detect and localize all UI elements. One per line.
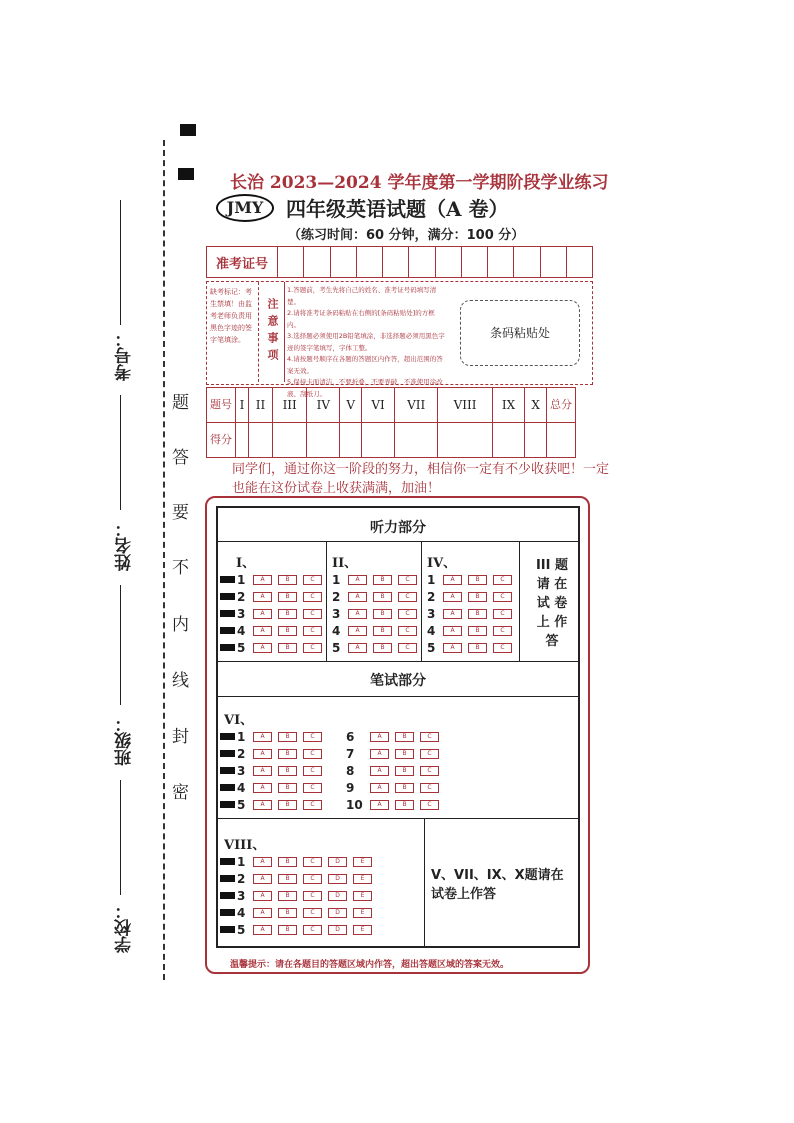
option-bubble[interactable]: D bbox=[328, 908, 347, 918]
option-bubble[interactable]: C bbox=[493, 609, 512, 619]
sheet-title: 长治 2023—2024 学年度第一学期阶段学业练习 bbox=[230, 173, 609, 193]
score-column-total: 总分 bbox=[547, 388, 576, 423]
exam-id-row bbox=[206, 246, 593, 278]
option-bubble[interactable]: A bbox=[253, 626, 272, 636]
option-bubble[interactable]: A bbox=[348, 626, 367, 636]
field-label-class: 班级： bbox=[115, 715, 135, 766]
question-number: 1 bbox=[332, 572, 341, 587]
exam-id-cell[interactable] bbox=[462, 247, 488, 277]
score-cell[interactable] bbox=[547, 423, 576, 458]
field-label-exam-number: 考号： bbox=[115, 330, 135, 381]
option-bubble[interactable]: C bbox=[303, 732, 322, 742]
timing-mark bbox=[220, 784, 235, 791]
answer-row bbox=[346, 779, 439, 796]
option-bubble[interactable]: A bbox=[253, 732, 272, 742]
option-bubble[interactable]: C bbox=[420, 749, 439, 759]
listening-section-title: 听力部分 bbox=[370, 520, 426, 536]
notice-item: 5.保持卡面清洁，不要折叠，不要弄破，不准使用涂改液、刮纸刀。 bbox=[287, 378, 443, 398]
score-column: IX bbox=[492, 388, 524, 423]
seal-char: 密 bbox=[172, 783, 189, 803]
field-line-name bbox=[120, 395, 121, 510]
option-bubble[interactable]: B bbox=[395, 766, 414, 776]
answer-row bbox=[427, 571, 512, 588]
option-bubble[interactable]: A bbox=[443, 592, 462, 602]
option-bubble[interactable]: C bbox=[420, 766, 439, 776]
exam-subtitle: 四年级英语试题（A 卷） bbox=[286, 197, 509, 221]
exam-id-cell[interactable] bbox=[383, 247, 409, 277]
question-number: 4 bbox=[332, 623, 341, 638]
option-bubble[interactable]: C bbox=[420, 800, 439, 810]
option-bubble[interactable]: E bbox=[353, 925, 372, 935]
divider bbox=[519, 541, 520, 661]
option-bubble[interactable]: A bbox=[348, 575, 367, 585]
note-line: 请 在 bbox=[536, 577, 568, 592]
option-bubble[interactable]: B bbox=[373, 592, 392, 602]
option-bubble[interactable]: A bbox=[370, 749, 389, 759]
group-label: II、 bbox=[332, 556, 358, 571]
score-cell[interactable] bbox=[362, 423, 395, 458]
divider bbox=[216, 541, 580, 542]
time-info: （练习时间：60 分钟，满分：100 分） bbox=[288, 228, 525, 243]
answer-row bbox=[332, 605, 417, 622]
option-bubble[interactable]: A bbox=[370, 732, 389, 742]
divider bbox=[326, 541, 327, 661]
option-bubble[interactable]: C bbox=[303, 783, 322, 793]
timing-mark bbox=[220, 644, 235, 651]
score-column: X bbox=[525, 388, 547, 423]
question-number: 2 bbox=[237, 746, 246, 761]
score-table-header-row bbox=[207, 388, 576, 423]
field-label-name: 姓名： bbox=[115, 520, 135, 571]
score-cell[interactable] bbox=[394, 423, 438, 458]
question-number: 4 bbox=[237, 780, 246, 795]
question-number: 8 bbox=[346, 763, 355, 778]
option-bubble[interactable]: A bbox=[443, 575, 462, 585]
question-number: 1 bbox=[427, 572, 436, 587]
score-column: II bbox=[249, 388, 273, 423]
seal-char: 线 bbox=[172, 671, 189, 691]
option-bubble[interactable]: C bbox=[303, 857, 322, 867]
score-column: VIII bbox=[438, 388, 492, 423]
option-bubble[interactable]: C bbox=[493, 575, 512, 585]
alignment-marker bbox=[178, 168, 194, 180]
answer-row bbox=[332, 588, 417, 605]
answer-row bbox=[220, 605, 322, 622]
option-bubble[interactable]: A bbox=[443, 643, 462, 653]
option-bubble[interactable]: B bbox=[278, 766, 297, 776]
answer-row bbox=[220, 921, 372, 938]
question-number: 5 bbox=[237, 640, 246, 655]
exam-id-cell[interactable] bbox=[567, 247, 592, 277]
answer-row bbox=[346, 796, 439, 813]
answer-row bbox=[346, 745, 439, 762]
score-cell[interactable] bbox=[438, 423, 492, 458]
option-bubble[interactable]: A bbox=[253, 908, 272, 918]
timing-mark bbox=[220, 750, 235, 757]
question-number: 9 bbox=[346, 780, 355, 795]
note-line: 答 bbox=[545, 634, 559, 649]
score-column: IV bbox=[307, 388, 340, 423]
option-bubble[interactable]: A bbox=[443, 609, 462, 619]
option-bubble[interactable]: B bbox=[395, 749, 414, 759]
option-bubble[interactable]: C bbox=[398, 575, 417, 585]
timing-mark bbox=[220, 909, 235, 916]
score-cell[interactable] bbox=[236, 423, 249, 458]
option-bubble[interactable]: C bbox=[303, 592, 322, 602]
timing-mark bbox=[220, 801, 235, 808]
option-bubble[interactable]: B bbox=[278, 857, 297, 867]
score-column: III bbox=[272, 388, 307, 423]
seal-char: 题 bbox=[172, 393, 189, 413]
score-cell[interactable] bbox=[272, 423, 307, 458]
option-bubble[interactable]: A bbox=[348, 643, 367, 653]
option-bubble[interactable]: C bbox=[303, 749, 322, 759]
answer-row bbox=[220, 762, 322, 779]
exam-id-cell[interactable] bbox=[331, 247, 357, 277]
option-bubble[interactable]: B bbox=[468, 643, 487, 653]
option-bubble[interactable]: D bbox=[328, 925, 347, 935]
question-number: 2 bbox=[237, 589, 246, 604]
option-bubble[interactable]: C bbox=[303, 874, 322, 884]
option-bubble[interactable]: B bbox=[278, 575, 297, 585]
answer-row bbox=[332, 639, 417, 656]
option-bubble[interactable]: B bbox=[278, 783, 297, 793]
option-bubble[interactable]: B bbox=[373, 626, 392, 636]
seal-char: 封 bbox=[172, 727, 189, 747]
option-bubble[interactable]: E bbox=[353, 857, 372, 867]
option-bubble[interactable]: A bbox=[253, 643, 272, 653]
answer-row bbox=[220, 745, 322, 762]
option-bubble[interactable]: B bbox=[395, 783, 414, 793]
field-line-school bbox=[120, 780, 121, 895]
written-section-title: 笔试部分 bbox=[370, 673, 426, 689]
binding-dashed-line bbox=[163, 140, 165, 980]
answer-row bbox=[427, 639, 512, 656]
option-bubble[interactable]: B bbox=[278, 800, 297, 810]
score-cell[interactable] bbox=[492, 423, 524, 458]
seal-char: 要 bbox=[172, 503, 189, 523]
notice-item: 2.请将准考证条码粘贴在右侧的[条码粘贴处]的方框内。 bbox=[287, 309, 435, 329]
answer-row bbox=[220, 622, 322, 639]
encouragement-text: 同学们，通过你这一阶段的努力，相信你一定有不少收获吧！一定也能在这份试卷上收获满满，加油！ bbox=[232, 462, 610, 496]
option-bubble[interactable]: E bbox=[353, 908, 372, 918]
divider bbox=[216, 661, 580, 662]
barcode-area: 条码粘贴处 bbox=[460, 300, 580, 366]
score-column: V bbox=[340, 388, 362, 423]
field-label-school: 学校： bbox=[115, 902, 135, 953]
option-bubble[interactable]: B bbox=[278, 592, 297, 602]
note-line: III 题 bbox=[535, 558, 569, 573]
option-bubble[interactable]: E bbox=[353, 891, 372, 901]
section-iii-note bbox=[528, 556, 576, 651]
answer-row bbox=[427, 622, 512, 639]
notice-heading: 注意事项 bbox=[260, 282, 285, 382]
timing-mark bbox=[220, 610, 235, 617]
timing-mark bbox=[220, 593, 235, 600]
option-bubble[interactable]: A bbox=[253, 749, 272, 759]
answer-row bbox=[220, 728, 322, 745]
option-bubble[interactable]: C bbox=[303, 626, 322, 636]
timing-mark bbox=[220, 926, 235, 933]
question-number: 3 bbox=[237, 888, 246, 903]
question-number: 3 bbox=[237, 606, 246, 621]
question-number: 5 bbox=[332, 640, 341, 655]
option-bubble[interactable]: C bbox=[420, 732, 439, 742]
question-number: 5 bbox=[427, 640, 436, 655]
exam-id-label: 准考证号 bbox=[207, 247, 278, 277]
exam-id-cell[interactable] bbox=[514, 247, 540, 277]
option-bubble[interactable]: A bbox=[253, 891, 272, 901]
question-number: 6 bbox=[346, 729, 355, 744]
option-bubble[interactable]: A bbox=[370, 766, 389, 776]
score-cell[interactable] bbox=[249, 423, 273, 458]
option-bubble[interactable]: B bbox=[373, 643, 392, 653]
option-bubble[interactable]: C bbox=[398, 626, 417, 636]
option-bubble[interactable]: B bbox=[278, 925, 297, 935]
option-bubble[interactable]: B bbox=[395, 800, 414, 810]
option-bubble[interactable]: B bbox=[278, 626, 297, 636]
exam-id-cell[interactable] bbox=[278, 247, 304, 277]
footer-tip: 温馨提示：请在各题目的答题区域内作答，超出答题区域的答案无效。 bbox=[230, 960, 510, 970]
notice-item: 1.答题前，考生先将自己的姓名、准考证号码填写清楚。 bbox=[287, 286, 437, 306]
timing-mark bbox=[220, 733, 235, 740]
timing-mark bbox=[220, 767, 235, 774]
question-number: 2 bbox=[237, 871, 246, 886]
group-label: I、 bbox=[236, 556, 256, 571]
seal-char: 答 bbox=[172, 448, 189, 468]
written-group-vi bbox=[220, 709, 439, 813]
option-bubble[interactable]: D bbox=[328, 874, 347, 884]
score-table bbox=[206, 387, 576, 458]
answer-row bbox=[220, 779, 322, 796]
option-bubble[interactable]: B bbox=[278, 908, 297, 918]
option-bubble[interactable]: B bbox=[468, 609, 487, 619]
option-bubble[interactable]: A bbox=[253, 575, 272, 585]
option-bubble[interactable]: B bbox=[278, 874, 297, 884]
question-number: 2 bbox=[427, 589, 436, 604]
question-number: 10 bbox=[346, 797, 363, 812]
option-bubble[interactable]: C bbox=[398, 592, 417, 602]
exam-id-cell[interactable] bbox=[409, 247, 435, 277]
option-bubble[interactable]: A bbox=[253, 800, 272, 810]
option-bubble[interactable]: C bbox=[493, 592, 512, 602]
seal-char: 不 bbox=[172, 558, 189, 578]
option-bubble[interactable]: E bbox=[353, 874, 372, 884]
absent-mark-instructions: 缺考标记：考生禁填！由监考老师负责用黑色字迹的签字笔填涂。 bbox=[207, 282, 259, 382]
option-bubble[interactable]: C bbox=[303, 800, 322, 810]
option-bubble[interactable]: B bbox=[278, 643, 297, 653]
divider bbox=[216, 696, 580, 697]
timing-mark bbox=[220, 892, 235, 899]
option-bubble[interactable]: C bbox=[420, 783, 439, 793]
option-bubble[interactable]: A bbox=[253, 857, 272, 867]
exam-id-cell[interactable] bbox=[436, 247, 462, 277]
question-number: 4 bbox=[237, 623, 246, 638]
written-group-viii bbox=[220, 834, 372, 938]
timing-mark bbox=[220, 858, 235, 865]
option-bubble[interactable]: A bbox=[253, 874, 272, 884]
option-bubble[interactable]: D bbox=[328, 857, 347, 867]
answer-row bbox=[220, 588, 322, 605]
option-bubble[interactable]: A bbox=[253, 592, 272, 602]
question-number: 5 bbox=[237, 922, 246, 937]
score-table-score-row bbox=[207, 423, 576, 458]
option-bubble[interactable]: B bbox=[278, 749, 297, 759]
option-bubble[interactable]: A bbox=[443, 626, 462, 636]
option-bubble[interactable]: C bbox=[398, 643, 417, 653]
question-number: 2 bbox=[332, 589, 341, 604]
listening-group-ii bbox=[332, 552, 417, 656]
option-bubble[interactable]: A bbox=[348, 592, 367, 602]
divider bbox=[424, 818, 425, 948]
option-bubble[interactable]: A bbox=[253, 925, 272, 935]
divider bbox=[216, 818, 580, 819]
option-bubble[interactable]: A bbox=[253, 766, 272, 776]
score-cell[interactable] bbox=[525, 423, 547, 458]
answer-row bbox=[220, 571, 322, 588]
score-column: I bbox=[236, 388, 249, 423]
question-number: 7 bbox=[346, 746, 355, 761]
question-number: 4 bbox=[427, 623, 436, 638]
exam-id-cell[interactable] bbox=[357, 247, 383, 277]
field-line-exam-number bbox=[120, 200, 121, 325]
written-note: V、VII、IX、X题请在试卷上作答 bbox=[431, 868, 564, 902]
exam-id-cell[interactable] bbox=[541, 247, 567, 277]
question-number: 4 bbox=[237, 905, 246, 920]
answer-row bbox=[220, 639, 322, 656]
question-number: 1 bbox=[237, 854, 246, 869]
answer-row bbox=[346, 762, 439, 779]
score-cell[interactable] bbox=[340, 423, 362, 458]
note-line: 试 卷 bbox=[536, 596, 568, 611]
question-number: 1 bbox=[237, 729, 246, 744]
notice-list bbox=[287, 285, 447, 400]
question-number: 3 bbox=[237, 763, 246, 778]
exam-id-cell[interactable] bbox=[304, 247, 330, 277]
score-row-header: 得分 bbox=[207, 423, 236, 458]
field-line-class bbox=[120, 585, 121, 705]
publisher-logo: JMY bbox=[216, 194, 274, 222]
answer-row bbox=[332, 571, 417, 588]
option-bubble[interactable]: B bbox=[373, 575, 392, 585]
group-label: VIII、 bbox=[224, 838, 266, 853]
option-bubble[interactable]: C bbox=[303, 766, 322, 776]
option-bubble[interactable]: A bbox=[370, 783, 389, 793]
alignment-marker bbox=[180, 124, 196, 136]
listening-group-i bbox=[220, 552, 322, 656]
listening-group-iv bbox=[427, 552, 512, 656]
option-bubble[interactable]: C bbox=[493, 643, 512, 653]
option-bubble[interactable]: B bbox=[468, 592, 487, 602]
option-bubble[interactable]: B bbox=[278, 609, 297, 619]
vi-left-column bbox=[220, 728, 322, 813]
option-bubble[interactable]: C bbox=[303, 908, 322, 918]
answer-row bbox=[220, 904, 372, 921]
exam-id-cell[interactable] bbox=[488, 247, 514, 277]
option-bubble[interactable]: A bbox=[370, 800, 389, 810]
option-bubble[interactable]: B bbox=[278, 891, 297, 901]
option-bubble[interactable]: A bbox=[348, 609, 367, 619]
vi-right-column bbox=[346, 728, 439, 813]
option-bubble[interactable]: C bbox=[398, 609, 417, 619]
timing-mark bbox=[220, 627, 235, 634]
score-row-header: 题号 bbox=[207, 388, 236, 423]
answer-row bbox=[427, 605, 512, 622]
answer-row bbox=[220, 870, 372, 887]
option-bubble[interactable]: C bbox=[303, 925, 322, 935]
score-column: VII bbox=[394, 388, 438, 423]
answer-row bbox=[220, 796, 322, 813]
option-bubble[interactable]: B bbox=[468, 626, 487, 636]
divider bbox=[421, 541, 422, 661]
option-bubble[interactable]: B bbox=[278, 732, 297, 742]
answer-row bbox=[332, 622, 417, 639]
option-bubble[interactable]: C bbox=[303, 891, 322, 901]
option-bubble[interactable]: A bbox=[253, 783, 272, 793]
option-bubble[interactable]: B bbox=[395, 732, 414, 742]
option-bubble[interactable]: C bbox=[303, 575, 322, 585]
option-bubble[interactable]: D bbox=[328, 891, 347, 901]
score-cell[interactable] bbox=[307, 423, 340, 458]
option-bubble[interactable]: B bbox=[373, 609, 392, 619]
seal-char: 内 bbox=[172, 615, 189, 635]
question-number: 3 bbox=[332, 606, 341, 621]
group-label: IV、 bbox=[427, 556, 457, 571]
question-number: 3 bbox=[427, 606, 436, 621]
question-number: 5 bbox=[237, 797, 246, 812]
note-line: 上 作 bbox=[536, 615, 568, 630]
notice-block bbox=[206, 281, 593, 398]
notice-item: 4.请按题号顺序在各题的答题区内作答，超出范围的答案无效。 bbox=[287, 355, 443, 375]
answer-row bbox=[427, 588, 512, 605]
option-bubble[interactable]: B bbox=[468, 575, 487, 585]
answer-row bbox=[220, 853, 372, 870]
score-column: VI bbox=[362, 388, 395, 423]
timing-mark bbox=[220, 576, 235, 583]
notice-item: 3.选择题必须使用2B铅笔填涂，非选择题必须用黑色字迹的签字笔填写，字体工整。 bbox=[287, 332, 445, 352]
question-number: 1 bbox=[237, 572, 246, 587]
group-label: VI、 bbox=[224, 713, 254, 728]
timing-mark bbox=[220, 875, 235, 882]
option-bubble[interactable]: C bbox=[303, 643, 322, 653]
answer-row bbox=[220, 887, 372, 904]
answer-row bbox=[346, 728, 439, 745]
option-bubble[interactable]: C bbox=[303, 609, 322, 619]
option-bubble[interactable]: A bbox=[253, 609, 272, 619]
option-bubble[interactable]: C bbox=[493, 626, 512, 636]
